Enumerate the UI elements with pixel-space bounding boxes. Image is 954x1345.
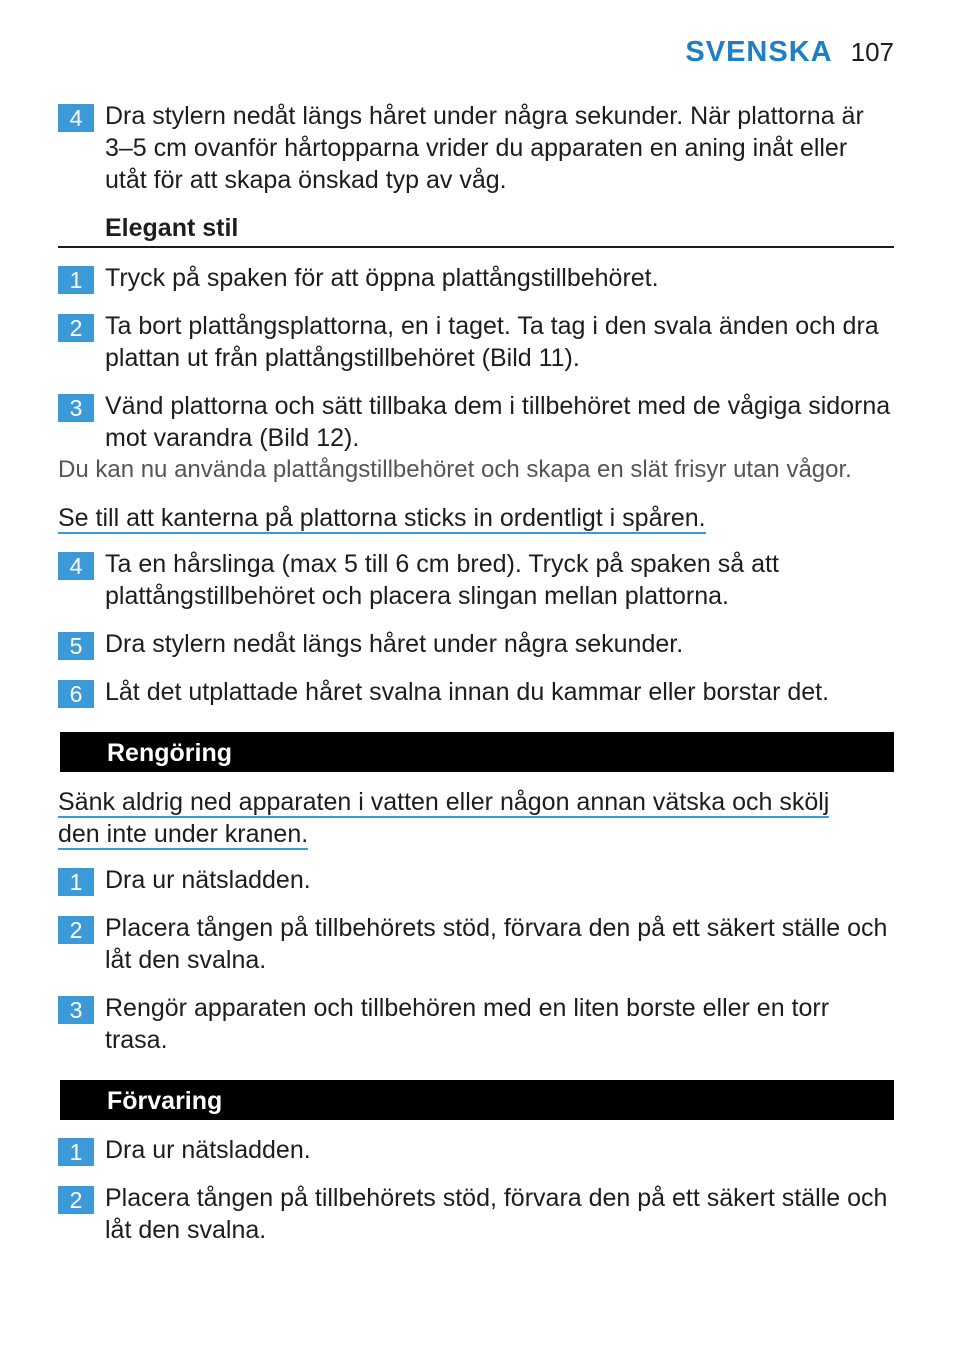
step-text: Ta bort plattångsplattorna, en i taget. Ta tag i den svala änden och dra plattan ut från plattångstillbehöret (Bild 11). — [105, 312, 879, 372]
step-number: 6 — [58, 680, 94, 708]
step-text: Rengör apparaten och tillbehören med en liten borste eller en torr trasa. — [105, 994, 830, 1054]
language-label: SVENSKA — [685, 36, 833, 68]
step-number: 5 — [58, 632, 94, 660]
page-header — [685, 36, 894, 69]
step-text: Dra ur nätsladden. — [105, 1136, 311, 1164]
step-text: Dra stylern nedåt längs håret under några sekunder. När plattorna är 3–5 cm ovanför hårtopparna vrider du apparaten en aning inåt eller utåt för att skapa önskad typ av våg. — [105, 102, 864, 194]
step-number: 1 — [58, 1138, 94, 1166]
warning-text — [58, 786, 894, 850]
step-text: Dra ur nätsladden. — [105, 866, 311, 894]
step-item — [58, 310, 894, 374]
step-item — [58, 1182, 894, 1246]
section-heading-elegant: Elegant stil — [58, 212, 894, 248]
step-item — [58, 676, 894, 708]
step-number: 3 — [58, 394, 94, 422]
step-text: Låt det utplattade håret svalna innan du kammar eller borstar det. — [105, 678, 830, 706]
step-text: Tryck på spaken för att öppna plattångstillbehöret. — [105, 264, 659, 292]
step-number: 1 — [58, 868, 94, 896]
page-number: 107 — [850, 37, 894, 67]
step-item — [58, 390, 894, 454]
page-content — [58, 100, 894, 1262]
step-text: Placera tången på tillbehörets stöd, förvara den på ett säkert ställe och låt den svalna. — [105, 914, 888, 974]
step-text: Vänd plattorna och sätt tillbaka dem i tillbehöret med de vågiga sidorna mot varandra (Bild 12). — [105, 392, 891, 452]
warning-line: den inte under kranen. — [58, 820, 309, 848]
step-item — [58, 864, 894, 896]
step-text: Dra stylern nedåt längs håret under några sekunder. — [105, 630, 684, 658]
step-number: 4 — [58, 104, 94, 132]
step-number: 3 — [58, 996, 94, 1024]
step-text: Placera tången på tillbehörets stöd, förvara den på ett säkert ställe och låt den svalna. — [105, 1184, 888, 1244]
info-note: Du kan nu använda plattångstillbehöret och skapa en slät frisyr utan vågor. — [58, 456, 852, 483]
step-number: 2 — [58, 1186, 94, 1214]
step-item — [58, 262, 894, 294]
step-item — [58, 628, 894, 660]
step-number: 2 — [58, 916, 94, 944]
step-text: Ta en hårslinga (max 5 till 6 cm bred). Tryck på spaken så att plattångstillbehöret och placera slingan mellan plattorna. — [105, 550, 779, 610]
section-bar-cleaning: Rengöring — [60, 732, 894, 772]
step-item — [58, 912, 894, 976]
step-number: 4 — [58, 552, 94, 580]
step-item — [58, 1134, 894, 1166]
step-number: 2 — [58, 314, 94, 342]
step-item — [58, 548, 894, 612]
step-number: 1 — [58, 266, 94, 294]
step-item — [58, 100, 894, 196]
warning-line: Se till att kanterna på plattorna sticks in ordentligt i spåren. — [58, 504, 706, 532]
warning-text — [58, 502, 894, 534]
step-item — [58, 992, 894, 1056]
warning-line: Sänk aldrig ned apparaten i vatten eller någon annan vätska och skölj — [58, 788, 830, 816]
section-bar-storage: Förvaring — [60, 1080, 894, 1120]
